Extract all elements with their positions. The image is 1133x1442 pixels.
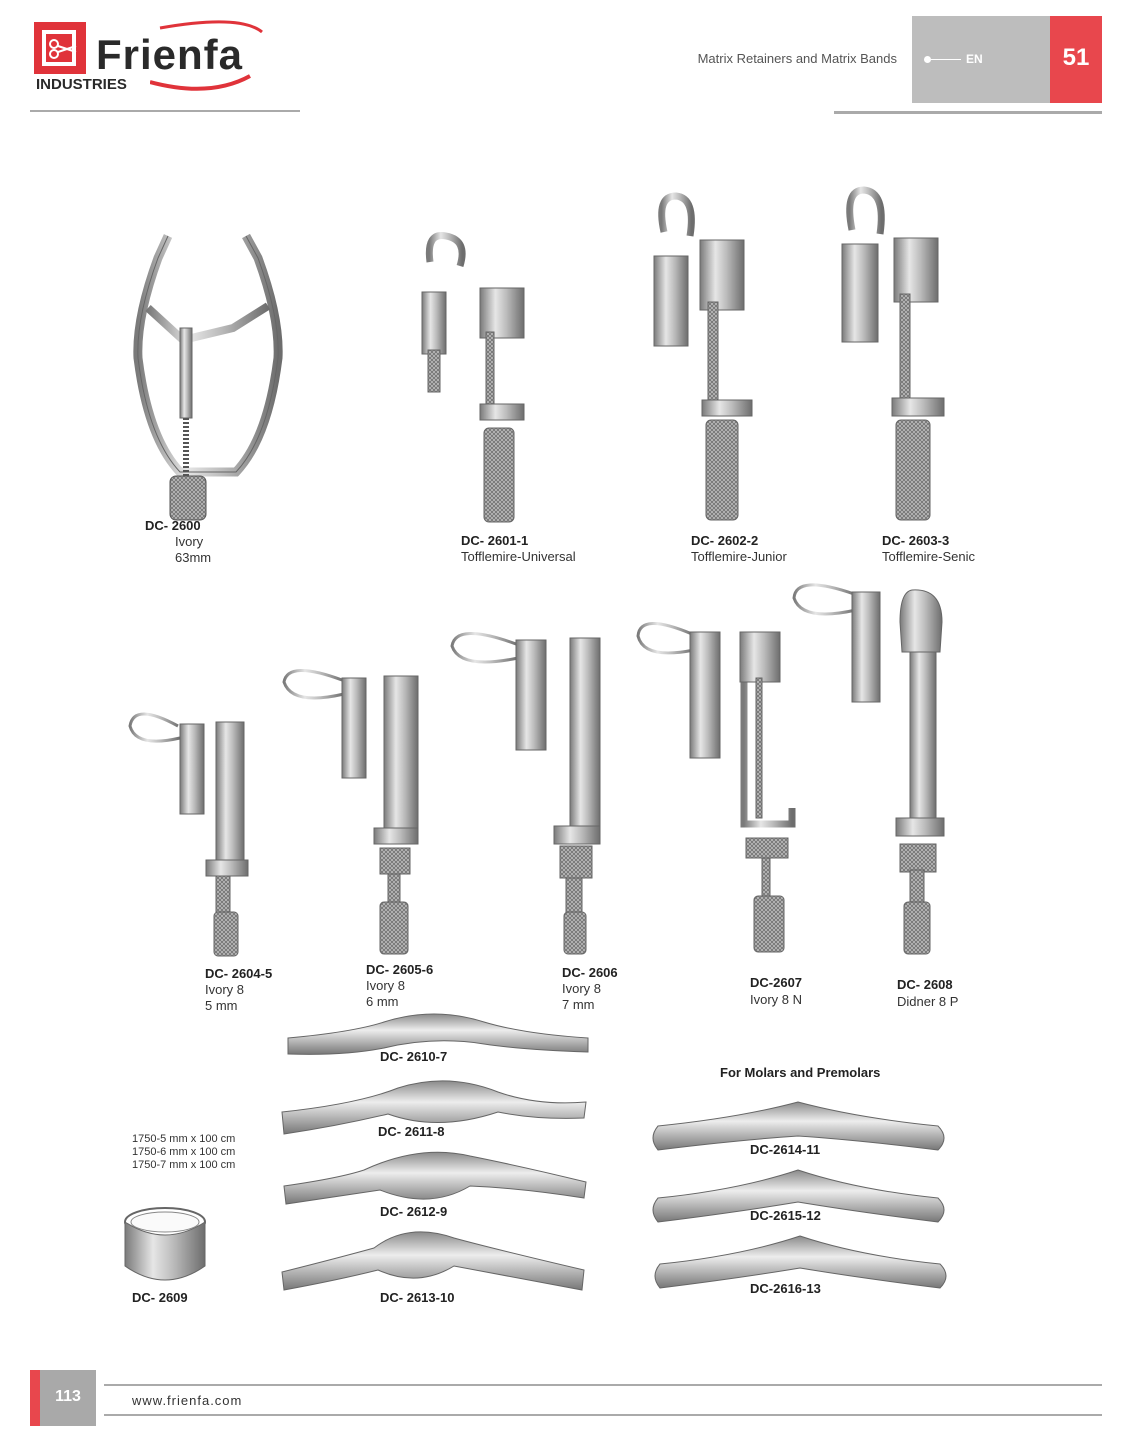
- brand-subtitle: INDUSTRIES: [36, 76, 127, 93]
- product-code: DC- 2606: [562, 965, 618, 980]
- product-desc: 5 mm: [205, 998, 238, 1013]
- product-code: DC- 2600: [145, 518, 201, 533]
- brand-name: Frienfa: [96, 31, 244, 78]
- product-desc: Ivory 8: [366, 978, 406, 993]
- section-number: 51: [1062, 44, 1090, 71]
- ivory8-6mm-image: [282, 668, 432, 960]
- product-code: DC- 2601-1: [461, 533, 529, 548]
- band-2612-9-image: [280, 1150, 592, 1212]
- scissors-icon: [34, 22, 86, 74]
- header-divider-left: [30, 110, 300, 112]
- logo-mark: [34, 22, 86, 74]
- ivory-retainer-image: [128, 228, 288, 524]
- bands-section-heading: For Molars and Premolars: [720, 1065, 881, 1080]
- product-desc: 6 mm: [366, 994, 399, 1009]
- page-number: 113: [55, 1388, 81, 1405]
- band-code: DC- 2610-7: [380, 1049, 448, 1064]
- website-link[interactable]: www.frienfa.com: [132, 1393, 243, 1408]
- footer-accent: [30, 1370, 40, 1426]
- tofflemire-junior-image: [650, 192, 770, 528]
- band-roll-image: [120, 1204, 210, 1290]
- header-divider-right: [834, 111, 1102, 114]
- product-desc: Ivory 8: [562, 981, 602, 996]
- language-label: EN: [966, 52, 983, 66]
- tofflemire-universal-image: [416, 232, 536, 528]
- didner8p-image: [792, 582, 972, 958]
- language-dot-icon: [924, 56, 931, 63]
- band-code: DC- 2613-10: [380, 1290, 455, 1305]
- product-desc: Tofflemire-Junior: [691, 549, 787, 564]
- product-desc: Tofflemire-Universal: [461, 549, 576, 564]
- language-line: [931, 59, 961, 60]
- product-code: DC- 2602-2: [691, 533, 759, 548]
- band-code: DC-2615-12: [750, 1208, 821, 1223]
- product-code: DC- 2604-5: [205, 966, 273, 981]
- footer-divider-top: [104, 1384, 1102, 1386]
- ivory8-n-image: [636, 618, 816, 958]
- footer-divider-bottom: [104, 1414, 1102, 1416]
- product-desc: 63mm: [175, 550, 212, 565]
- band-code: DC-2616-13: [750, 1281, 821, 1296]
- band-code: DC-2614-11: [750, 1142, 821, 1157]
- ivory8-5mm-image: [128, 712, 258, 962]
- band-code: DC- 2612-9: [380, 1204, 448, 1219]
- roll-spec: 1750-7 mm x 100 cm: [132, 1159, 236, 1171]
- roll-code: DC- 2609: [132, 1290, 188, 1305]
- product-desc: Tofflemire-Senic: [882, 549, 975, 564]
- product-code: DC-2607: [750, 975, 803, 990]
- product-desc: Ivory 8 N: [750, 992, 803, 1007]
- product-desc: Ivory 8: [205, 982, 245, 997]
- ivory8-7mm-image: [450, 630, 610, 958]
- roll-spec: 1750-5 mm x 100 cm: [132, 1133, 236, 1145]
- product-code: DC- 2608: [897, 977, 953, 992]
- product-desc: Didner 8 P: [897, 994, 959, 1009]
- product-desc: Ivory: [175, 534, 204, 549]
- product-code: DC- 2603-3: [882, 533, 950, 548]
- product-desc: 7 mm: [562, 997, 595, 1012]
- band-2613-10-image: [278, 1228, 592, 1294]
- tofflemire-senior-image: [838, 186, 958, 528]
- section-title: Matrix Retainers and Matrix Bands: [697, 51, 897, 66]
- product-code: DC- 2605-6: [366, 962, 434, 977]
- logo-swoosh: [150, 20, 280, 95]
- roll-spec: 1750-6 mm x 100 cm: [132, 1146, 236, 1158]
- band-code: DC- 2611-8: [378, 1124, 445, 1139]
